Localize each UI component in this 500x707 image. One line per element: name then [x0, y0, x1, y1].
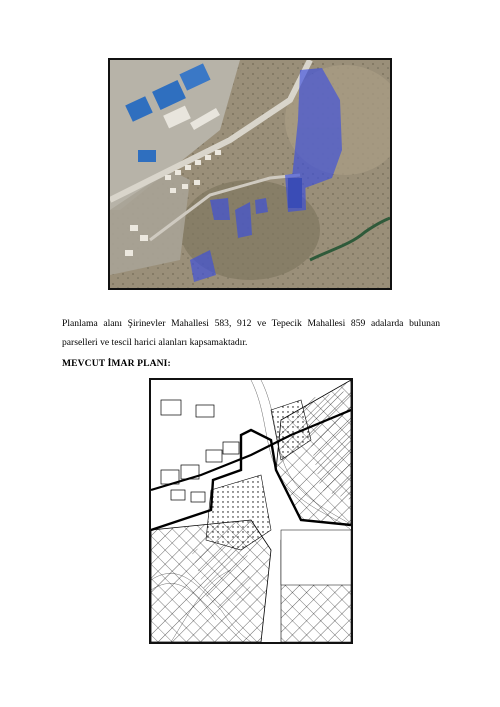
- satellite-map-graphic: [110, 60, 390, 288]
- section-heading: MEVCUT İMAR PLANI:: [62, 358, 171, 369]
- description-paragraph: Planlama alanı Şirinevler Mahallesi 583, 912 ve Tepecik Mahallesi 859 adalarda bulunan parselleri ve tescil harici alanları kapsamaktadır.: [62, 317, 440, 348]
- satellite-map-image: [108, 58, 392, 290]
- zoning-plan-image: [149, 378, 353, 644]
- zoning-plan-graphic: [151, 380, 351, 642]
